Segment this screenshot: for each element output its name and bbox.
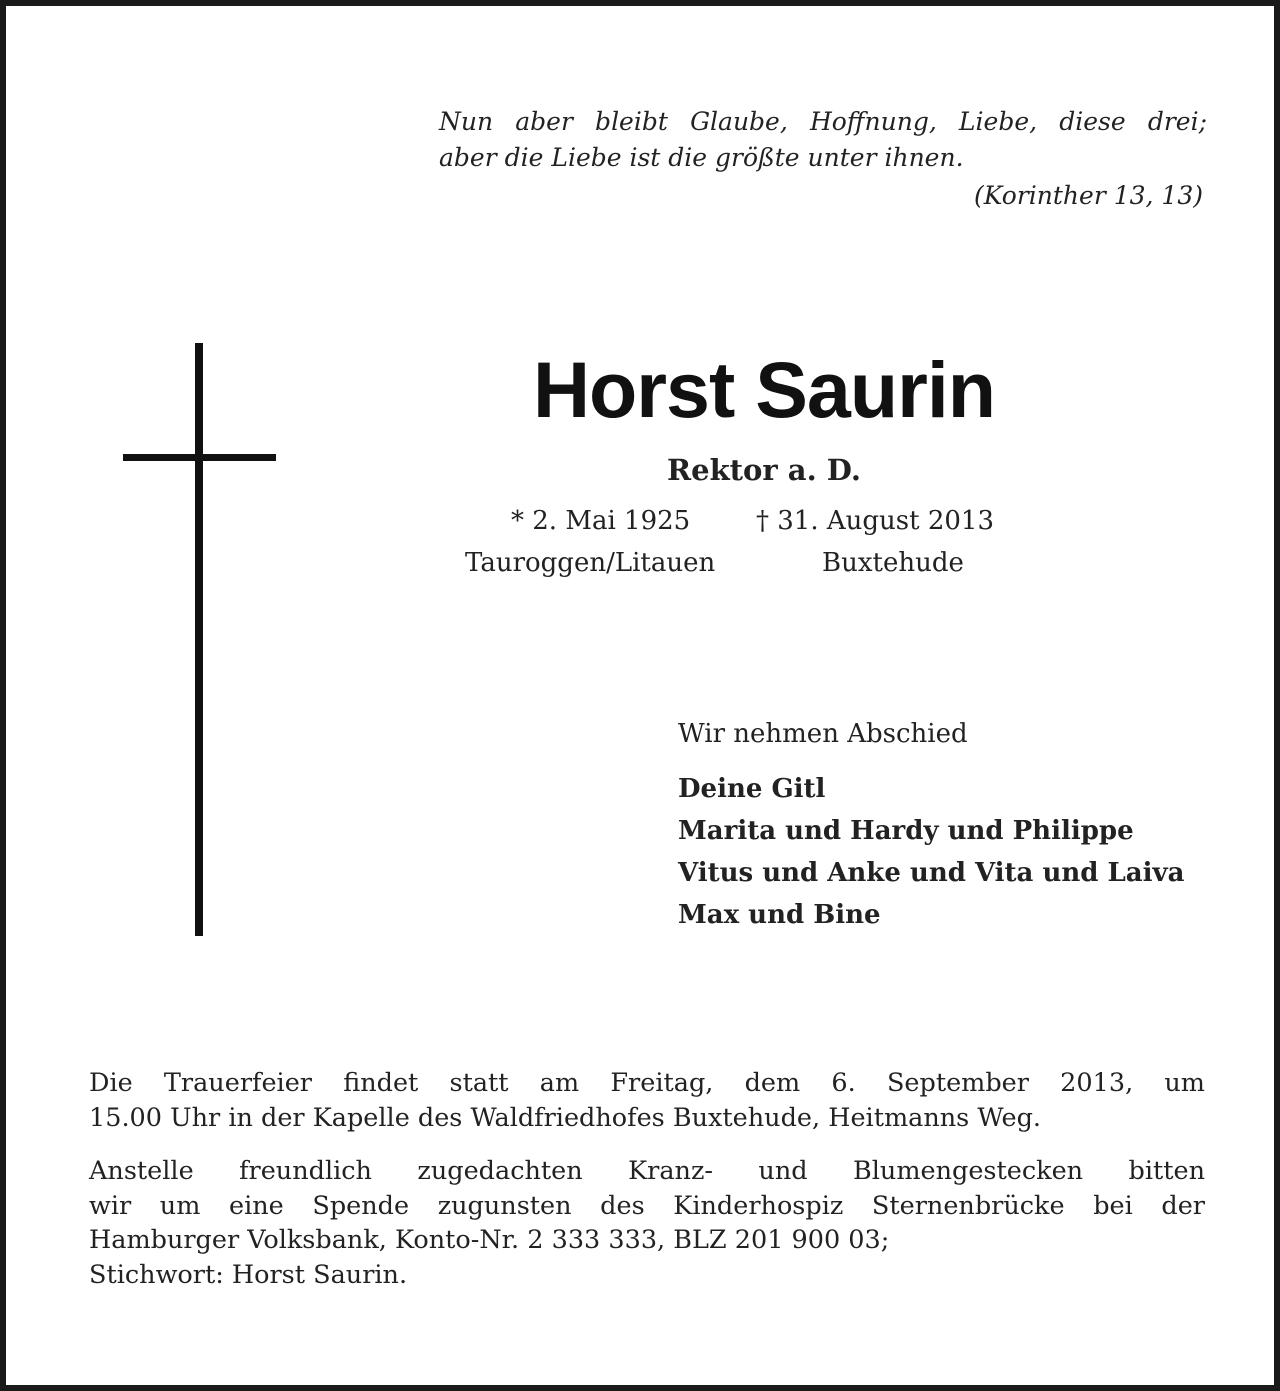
mourner-line: Max und Bine xyxy=(678,900,881,930)
mourner-line: Marita und Hardy und Philippe xyxy=(678,816,1134,846)
footer-text xyxy=(89,1066,1205,1311)
farewell-block xyxy=(678,714,1218,936)
birth-place: Tauroggen/Litauen xyxy=(465,548,716,578)
ceremony-line: 15.00 Uhr in der Kapelle des Waldfriedhofes Buxtehude, Heitmanns Weg. xyxy=(89,1102,1042,1133)
bible-quote xyxy=(439,104,1207,214)
donation-line: Anstelle freundlich zugedachten Kranz- und Blumengestecken bitten xyxy=(89,1156,1205,1186)
mourner-line: Deine Gitl xyxy=(678,774,826,804)
birth-date: * 2. Mai 1925 xyxy=(511,506,691,536)
death-place: Buxtehude xyxy=(822,548,964,578)
donation-line: Hamburger Volksbank, Konto-Nr. 2 333 333, BLZ 201 900 03; xyxy=(89,1225,890,1255)
deceased-title: Rektor a. D. xyxy=(667,453,861,487)
quote-source: (Korinther 13, 13) xyxy=(974,181,1203,210)
quote-line-1: Nun aber bleibt Glaube, Hoffnung, Liebe, diese drei; xyxy=(439,107,1207,136)
ceremony-paragraph xyxy=(89,1066,1205,1135)
donation-line: wir um eine Spende zugunsten des Kinderhospiz Sternenbrücke bei der xyxy=(89,1190,1205,1221)
death-date: † 31. August 2013 xyxy=(756,506,995,536)
cross-horizontal-bar xyxy=(123,454,276,461)
mourner-line: Vitus und Anke und Vita und Laiva xyxy=(678,858,1185,888)
donation-line: Stichwort: Horst Saurin. xyxy=(89,1259,408,1290)
farewell-intro: Wir nehmen Abschied xyxy=(678,719,968,749)
quote-line-2: aber die Liebe ist die größte unter ihnen. xyxy=(439,143,964,172)
deceased-name: Horst Saurin xyxy=(532,345,996,434)
cross-vertical-bar xyxy=(195,343,203,936)
ceremony-line: Die Trauerfeier findet statt am Freitag, dem 6. September 2013, um xyxy=(89,1068,1205,1098)
donation-paragraph xyxy=(89,1154,1205,1292)
